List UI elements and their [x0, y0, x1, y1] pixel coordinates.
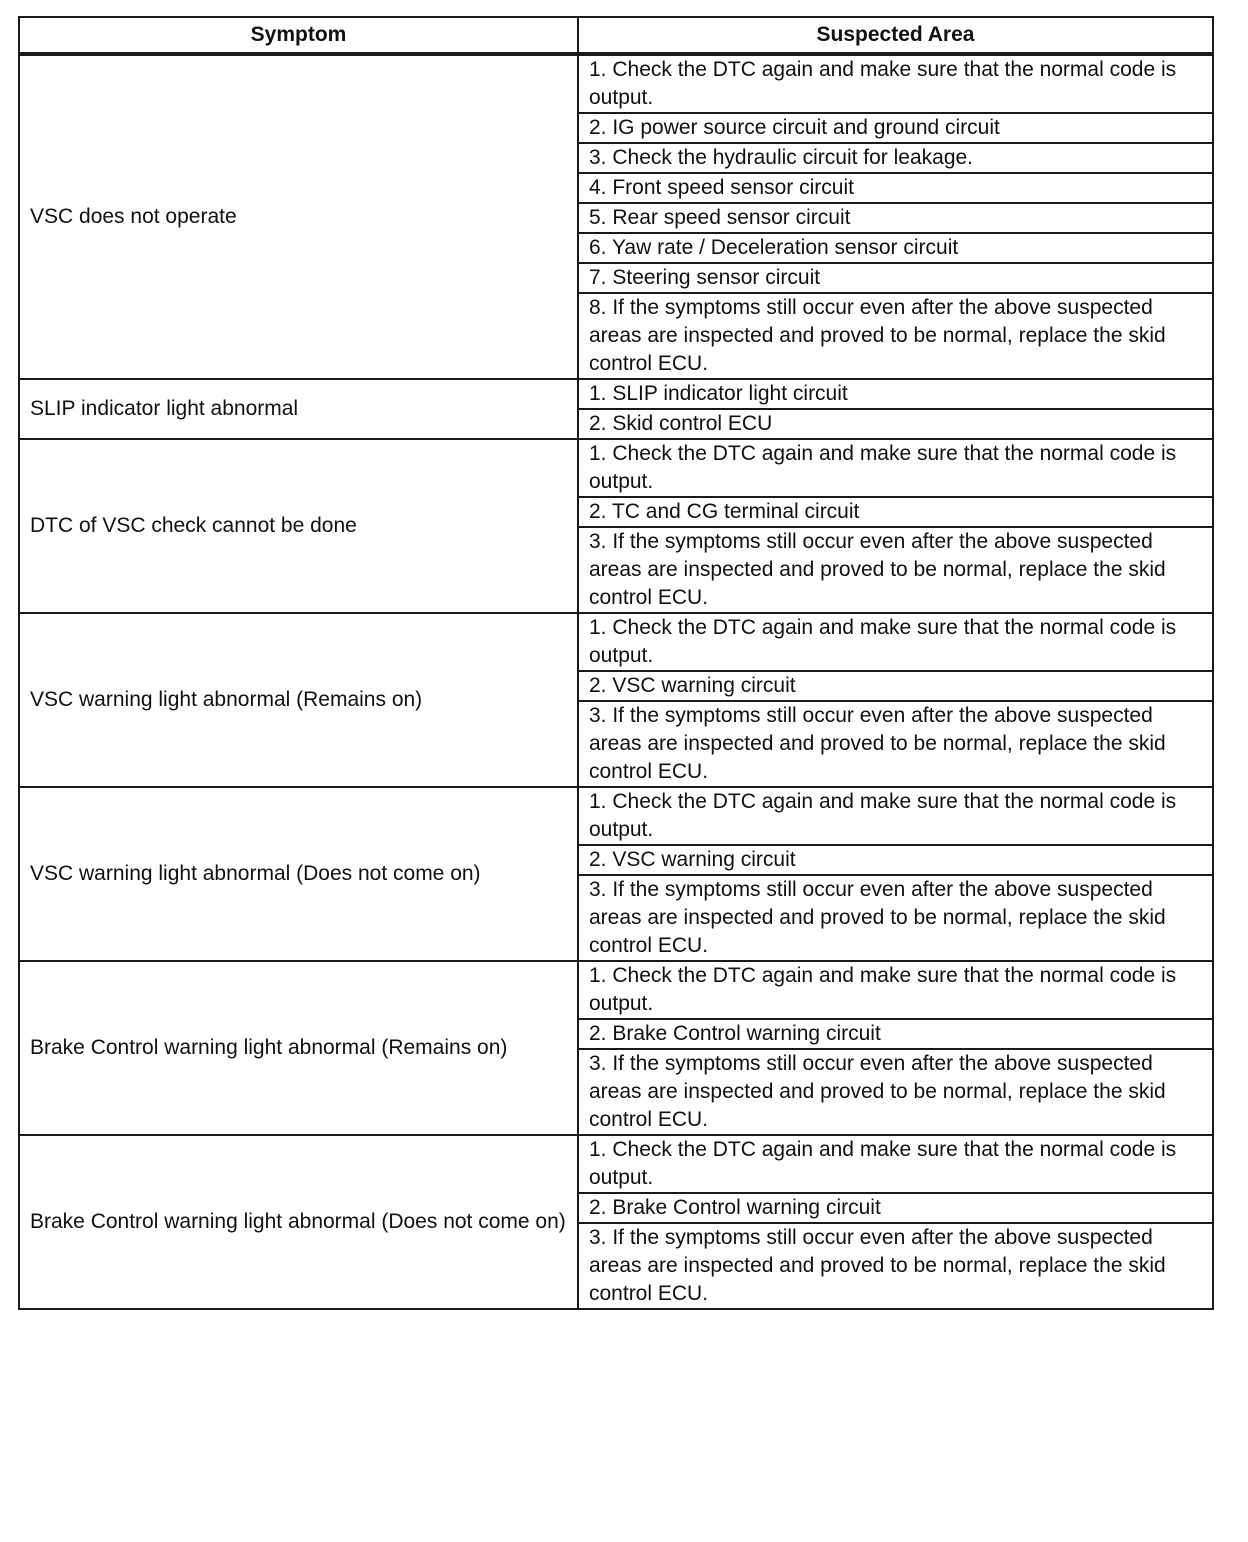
table-body	[19, 54, 1213, 1309]
suspected-area-cell: 1. Check the DTC again and make sure that the normal code is output.	[578, 787, 1213, 845]
suspected-area-cell: 4. Front speed sensor circuit	[578, 173, 1213, 203]
symptom-cell: VSC warning light abnormal (Does not come on)	[19, 787, 578, 961]
suspected-area-cell: 8. If the symptoms still occur even after the above suspected areas are inspected and proved to be normal, replace the skid control ECU.	[578, 293, 1213, 379]
table-row	[19, 54, 1213, 113]
symptom-table	[18, 16, 1214, 1310]
table-row	[19, 379, 1213, 409]
suspected-area-cell: 3. If the symptoms still occur even after the above suspected areas are inspected and proved to be normal, replace the skid control ECU.	[578, 875, 1213, 961]
suspected-area-cell: 2. Skid control ECU	[578, 409, 1213, 439]
suspected-area-cell: 3. If the symptoms still occur even after the above suspected areas are inspected and proved to be normal, replace the skid control ECU.	[578, 1223, 1213, 1309]
symptom-cell: Brake Control warning light abnormal (Remains on)	[19, 961, 578, 1135]
suspected-area-cell: 2. IG power source circuit and ground circuit	[578, 113, 1213, 143]
table-row	[19, 787, 1213, 845]
suspected-area-cell: 6. Yaw rate / Deceleration sensor circuit	[578, 233, 1213, 263]
suspected-area-cell: 2. VSC warning circuit	[578, 671, 1213, 701]
symptom-cell: VSC warning light abnormal (Remains on)	[19, 613, 578, 787]
table-row	[19, 439, 1213, 497]
suspected-area-cell: 2. VSC warning circuit	[578, 845, 1213, 875]
symptom-column-header: Symptom	[19, 17, 578, 54]
table-row	[19, 613, 1213, 671]
table-header	[19, 17, 1213, 54]
table-row	[19, 1135, 1213, 1193]
suspected-area-cell: 7. Steering sensor circuit	[578, 263, 1213, 293]
suspected-area-cell: 1. Check the DTC again and make sure that the normal code is output.	[578, 613, 1213, 671]
table-row	[19, 961, 1213, 1019]
suspected-area-cell: 1. SLIP indicator light circuit	[578, 379, 1213, 409]
symptom-cell: SLIP indicator light abnormal	[19, 379, 578, 439]
suspected-area-cell: 3. Check the hydraulic circuit for leakage.	[578, 143, 1213, 173]
suspected-area-cell: 2. Brake Control warning circuit	[578, 1019, 1213, 1049]
header-row	[19, 17, 1213, 54]
suspected-area-cell: 1. Check the DTC again and make sure that the normal code is output.	[578, 54, 1213, 113]
suspected-area-cell: 5. Rear speed sensor circuit	[578, 203, 1213, 233]
suspected-area-cell: 2. Brake Control warning circuit	[578, 1193, 1213, 1223]
suspected-area-cell: 1. Check the DTC again and make sure that the normal code is output.	[578, 1135, 1213, 1193]
symptom-cell: Brake Control warning light abnormal (Does not come on)	[19, 1135, 578, 1309]
symptom-cell: VSC does not operate	[19, 54, 578, 379]
suspected-area-cell: 3. If the symptoms still occur even after the above suspected areas are inspected and proved to be normal, replace the skid control ECU.	[578, 1049, 1213, 1135]
suspected-area-cell: 1. Check the DTC again and make sure that the normal code is output.	[578, 439, 1213, 497]
suspected-area-cell: 3. If the symptoms still occur even after the above suspected areas are inspected and proved to be normal, replace the skid control ECU.	[578, 527, 1213, 613]
symptom-cell: DTC of VSC check cannot be done	[19, 439, 578, 613]
suspected-area-cell: 1. Check the DTC again and make sure that the normal code is output.	[578, 961, 1213, 1019]
suspected-area-cell: 3. If the symptoms still occur even after the above suspected areas are inspected and proved to be normal, replace the skid control ECU.	[578, 701, 1213, 787]
suspected-area-column-header: Suspected Area	[578, 17, 1213, 54]
suspected-area-cell: 2. TC and CG terminal circuit	[578, 497, 1213, 527]
